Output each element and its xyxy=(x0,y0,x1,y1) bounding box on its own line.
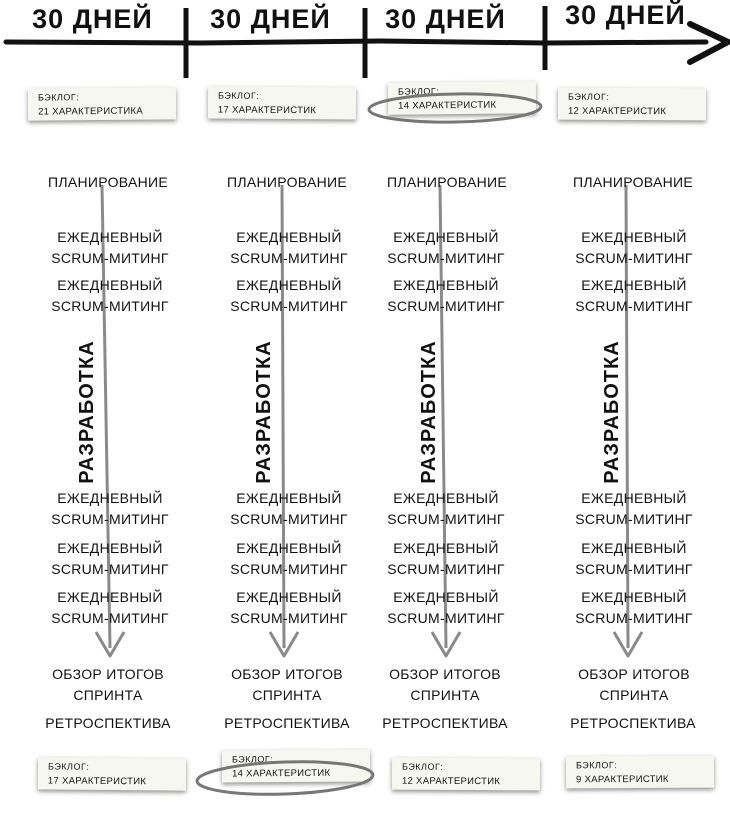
backlog-label: БЭКЛОГ: xyxy=(575,760,618,771)
planning-step: ПЛАНИРОВАНИЕ xyxy=(572,174,693,190)
daily-scrum-line2: SCRUM-МИТИНГ xyxy=(230,511,348,527)
backlog-note-end xyxy=(38,757,186,790)
daily-scrum-line2: SCRUM-МИТИНГ xyxy=(230,561,348,577)
retrospective-step: РЕТРОСПЕКТИВА xyxy=(224,715,350,731)
sprint-duration-label: 30 ДНЕЙ xyxy=(210,4,331,34)
development-phase-label: РАЗРАБОТКА xyxy=(418,340,440,484)
daily-scrum-step xyxy=(361,587,531,629)
backlog-count: 21 ХАРАКТЕРИСТИКА xyxy=(38,105,144,118)
daily-scrum-line2: SCRUM-МИТИНГ xyxy=(51,298,169,314)
daily-scrum-step xyxy=(549,275,719,317)
daily-scrum-line1: ЕЖЕДНЕВНЫЙ xyxy=(236,277,342,293)
sprint-duration-label: 30 ДНЕЙ xyxy=(565,0,686,30)
daily-scrum-step xyxy=(204,587,374,629)
daily-scrum-line2: SCRUM-МИТИНГ xyxy=(51,250,169,266)
backlog-count: 17 ХАРАКТЕРИСТИК xyxy=(217,104,317,117)
retrospective-step: РЕТРОСПЕКТИВА xyxy=(570,715,696,731)
daily-scrum-step xyxy=(361,538,531,580)
development-phase-label: РАЗРАБОТКА xyxy=(601,340,623,484)
sprint-review-line1: ОБЗОР ИТОГОВ xyxy=(231,666,343,682)
sprint-review-line1: ОБЗОР ИТОГОВ xyxy=(52,666,164,682)
daily-scrum-step xyxy=(204,227,374,269)
daily-scrum-line1: ЕЖЕДНЕВНЫЙ xyxy=(393,277,499,293)
daily-scrum-line1: ЕЖЕДНЕВНЫЙ xyxy=(236,540,342,556)
daily-scrum-line1: ЕЖЕДНЕВНЫЙ xyxy=(236,589,342,605)
daily-scrum-step xyxy=(25,227,195,269)
daily-scrum-step xyxy=(549,587,719,629)
daily-scrum-step xyxy=(25,488,195,530)
daily-scrum-line2: SCRUM-МИТИНГ xyxy=(387,561,505,577)
backlog-count: 17 ХАРАКТЕРИСТИК xyxy=(47,775,147,788)
daily-scrum-step xyxy=(25,538,195,580)
backlog-count: 14 ХАРАКТЕРИСТИК xyxy=(398,99,497,112)
backlog-count: 12 ХАРАКТЕРИСТИК xyxy=(401,775,501,788)
sprint-review-line1: ОБЗОР ИТОГОВ xyxy=(578,666,690,682)
daily-scrum-step xyxy=(361,488,531,530)
sprint-review-line1: ОБЗОР ИТОГОВ xyxy=(389,666,501,682)
backlog-label: БЭКЛОГ: xyxy=(231,754,274,765)
development-phase-label: РАЗРАБОТКА xyxy=(76,340,98,484)
planning-step: ПЛАНИРОВАНИЕ xyxy=(47,174,168,190)
backlog-count: 9 ХАРАКТЕРИСТИК xyxy=(576,773,669,786)
sprint-review-step xyxy=(23,664,193,706)
daily-scrum-step xyxy=(361,275,531,317)
backlog-note-end xyxy=(392,758,540,791)
daily-scrum-line2: SCRUM-МИТИНГ xyxy=(575,561,693,577)
daily-scrum-step xyxy=(204,538,374,580)
daily-scrum-line2: SCRUM-МИТИНГ xyxy=(387,298,505,314)
sprint-review-step xyxy=(360,664,530,706)
daily-scrum-step xyxy=(549,227,719,269)
daily-scrum-step xyxy=(361,227,531,269)
daily-scrum-line2: SCRUM-МИТИНГ xyxy=(575,250,693,266)
backlog-note-end xyxy=(566,756,714,789)
backlog-count: 12 ХАРАКТЕРИСТИК xyxy=(567,105,667,118)
backlog-label: БЭКЛОГ: xyxy=(218,90,260,101)
sprint-review-line2: СПРИНТА xyxy=(599,687,669,703)
daily-scrum-line1: ЕЖЕДНЕВНЫЙ xyxy=(393,229,499,245)
daily-scrum-step xyxy=(204,488,374,530)
daily-scrum-line1: ЕЖЕДНЕВНЫЙ xyxy=(581,277,687,293)
daily-scrum-line2: SCRUM-МИТИНГ xyxy=(575,610,693,626)
sprint-duration-label: 30 ДНЕЙ xyxy=(32,4,153,34)
daily-scrum-line1: ЕЖЕДНЕВНЫЙ xyxy=(236,490,342,506)
daily-scrum-line1: ЕЖЕДНЕВНЫЙ xyxy=(581,589,687,605)
retrospective-step: РЕТРОСПЕКТИВА xyxy=(45,715,171,731)
daily-scrum-line2: SCRUM-МИТИНГ xyxy=(387,250,505,266)
backlog-note-start xyxy=(28,87,176,120)
daily-scrum-line1: ЕЖЕДНЕВНЫЙ xyxy=(57,277,163,293)
daily-scrum-step xyxy=(25,587,195,629)
daily-scrum-line2: SCRUM-МИТИНГ xyxy=(387,511,505,527)
daily-scrum-line1: ЕЖЕДНЕВНЫЙ xyxy=(393,540,499,556)
backlog-note-start xyxy=(388,81,536,115)
backlog-count: 14 ХАРАКТЕРИСТИК xyxy=(232,767,331,780)
daily-scrum-step xyxy=(25,275,195,317)
daily-scrum-line2: SCRUM-МИТИНГ xyxy=(575,298,693,314)
sprint-review-step xyxy=(202,664,372,706)
daily-scrum-step xyxy=(549,488,719,530)
daily-scrum-step xyxy=(549,538,719,580)
daily-scrum-line2: SCRUM-МИТИНГ xyxy=(51,561,169,577)
daily-scrum-line1: ЕЖЕДНЕВНЫЙ xyxy=(236,229,342,245)
daily-scrum-line2: SCRUM-МИТИНГ xyxy=(575,511,693,527)
backlog-note-end xyxy=(222,749,370,782)
sprint-review-line2: СПРИНТА xyxy=(73,687,143,703)
daily-scrum-line2: SCRUM-МИТИНГ xyxy=(230,298,348,314)
backlog-note-start xyxy=(558,88,706,121)
daily-scrum-line1: ЕЖЕДНЕВНЫЙ xyxy=(393,490,499,506)
daily-scrum-line1: ЕЖЕДНЕВНЫЙ xyxy=(393,589,499,605)
daily-scrum-line2: SCRUM-МИТИНГ xyxy=(230,250,348,266)
backlog-label: БЭКЛОГ: xyxy=(402,761,444,772)
retrospective-step: РЕТРОСПЕКТИВА xyxy=(382,715,508,731)
sprint-review-line2: СПРИНТА xyxy=(252,687,322,703)
daily-scrum-line2: SCRUM-МИТИНГ xyxy=(387,610,505,626)
planning-step: ПЛАНИРОВАНИЕ xyxy=(226,174,347,190)
daily-scrum-line1: ЕЖЕДНЕВНЫЙ xyxy=(57,490,163,506)
daily-scrum-line1: ЕЖЕДНЕВНЫЙ xyxy=(581,490,687,506)
sprint-review-line2: СПРИНТА xyxy=(410,687,480,703)
backlog-label: БЭКЛОГ: xyxy=(568,91,610,102)
sprint-review-step xyxy=(549,664,719,706)
daily-scrum-line2: SCRUM-МИТИНГ xyxy=(51,511,169,527)
daily-scrum-step xyxy=(204,275,374,317)
daily-scrum-line2: SCRUM-МИТИНГ xyxy=(51,610,169,626)
daily-scrum-line1: ЕЖЕДНЕВНЫЙ xyxy=(581,540,687,556)
timeline-line xyxy=(6,41,706,43)
daily-scrum-line2: SCRUM-МИТИНГ xyxy=(230,610,348,626)
backlog-note-start xyxy=(208,86,356,119)
daily-scrum-line1: ЕЖЕДНЕВНЫЙ xyxy=(57,540,163,556)
backlog-label: БЭКЛОГ: xyxy=(397,86,440,97)
development-phase-label: РАЗРАБОТКА xyxy=(253,340,275,484)
backlog-label: БЭКЛОГ: xyxy=(48,761,90,772)
sprint-duration-label: 30 ДНЕЙ xyxy=(385,4,506,34)
backlog-label: БЭКЛОГ: xyxy=(37,92,80,103)
daily-scrum-line1: ЕЖЕДНЕВНЫЙ xyxy=(57,589,163,605)
daily-scrum-line1: ЕЖЕДНЕВНЫЙ xyxy=(57,229,163,245)
daily-scrum-line1: ЕЖЕДНЕВНЫЙ xyxy=(581,229,687,245)
planning-step: ПЛАНИРОВАНИЕ xyxy=(386,174,507,190)
